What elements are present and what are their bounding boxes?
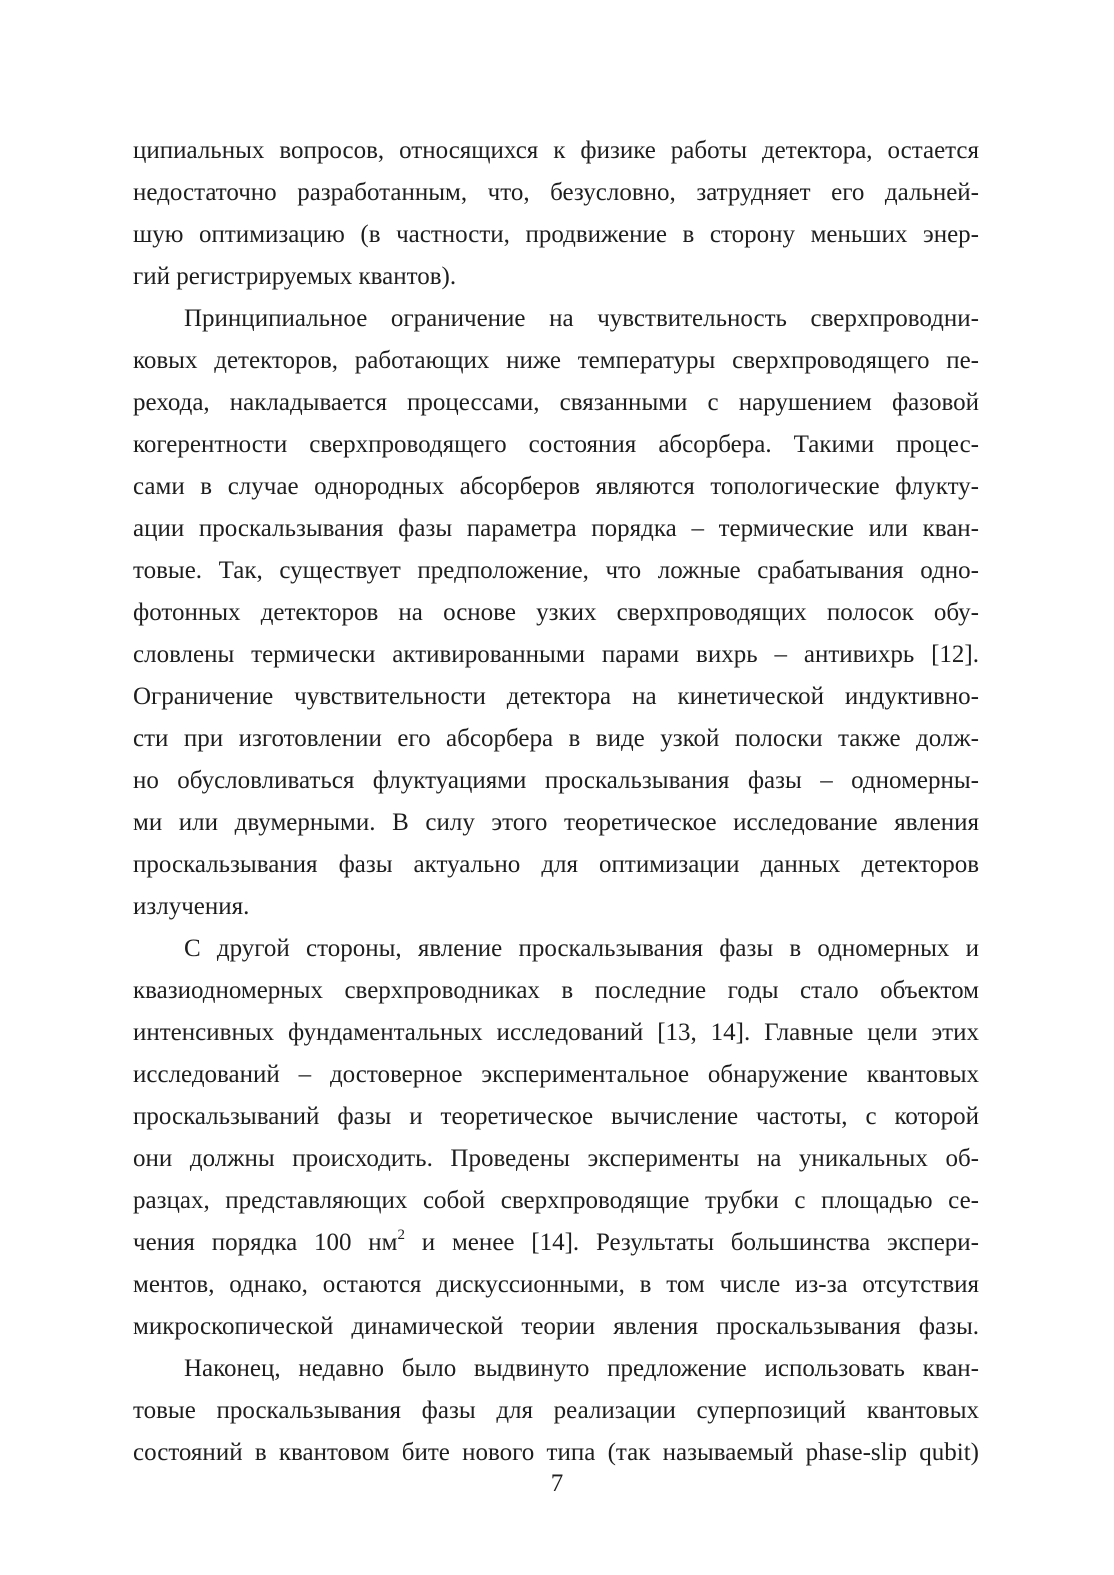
superscript: 2	[397, 1227, 405, 1243]
text-line: они должны происходить. Проведены эксперименты на уникальных об-	[133, 1145, 979, 1172]
text-line: исследований – достоверное экспериментальное обнаружение квантовых	[133, 1061, 979, 1088]
text-line: квазиодномерных сверхпроводниках в последние годы стало объектом	[133, 977, 979, 1004]
text-line: излучения.	[133, 893, 250, 920]
text-line: товые. Так, существует предположение, что ложные срабатывания одно-	[133, 557, 979, 584]
text-line: сти при изготовлении его абсорбера в виде узкой полоски также долж-	[133, 725, 979, 752]
text-line: недостаточно разработанным, что, безусловно, затрудняет его дальней-	[133, 179, 979, 206]
text-line: фотонных детекторов на основе узких сверхпроводящих полосок обу-	[133, 599, 979, 626]
text-line: Наконец, недавно было выдвинуто предложение использовать кван-	[184, 1355, 979, 1382]
text-line: ципиальных вопросов, относящихся к физике работы детектора, остается	[133, 137, 979, 164]
text-line: когерентности сверхпроводящего состояния абсорбера. Такими процес-	[133, 431, 979, 458]
page-number: 7	[550, 1470, 564, 1497]
text-line: сами в случае однородных абсорберов являются топологические флукту-	[133, 473, 979, 500]
text-line: ации проскальзывания фазы параметра порядка – термические или кван-	[133, 515, 979, 542]
text-segment: чения порядка 100 нм	[133, 1229, 398, 1256]
text-line: проскальзываний фазы и теоретическое вычисление частоты, с которой	[133, 1103, 979, 1130]
text-line: интенсивных фундаментальных исследований [13, 14]. Главные цели этих	[133, 1019, 979, 1046]
text-line: рехода, накладывается процессами, связанными с нарушением фазовой	[133, 389, 979, 416]
text-line: ми или двумерными. В силу этого теоретическое исследование явления	[133, 809, 979, 836]
text-line: товые проскальзывания фазы для реализации суперпозиций квантовых	[133, 1397, 979, 1424]
text-line: разцах, представляющих собой сверхпроводящие трубки с площадью се-	[133, 1187, 979, 1214]
text-line: гий регистрируемых квантов).	[133, 263, 457, 290]
text-line: микроскопической динамической теории явления проскальзывания фазы.	[133, 1313, 979, 1340]
text-line: состояний в квантовом бите нового типа (так называемый phase-slip qubit)	[133, 1439, 979, 1466]
text-line: шую оптимизацию (в частности, продвижение в сторону меньших энер-	[133, 221, 979, 248]
text-line: С другой стороны, явление проскальзывания фазы в одномерных и	[184, 935, 979, 962]
text-line: ментов, однако, остаются дискуссионными, в том числе из-за отсутствия	[133, 1271, 979, 1298]
text-line: Принципиальное ограничение на чувствительность сверхпроводни-	[184, 305, 979, 332]
text-line: Ограничение чувствительности детектора на кинетической индуктивно-	[133, 683, 979, 710]
text-line: ковых детекторов, работающих ниже температуры сверхпроводящего пе-	[133, 347, 979, 374]
text-line	[133, 1228, 979, 1261]
text-segment: и менее [14]. Результаты большинства экспери-	[404, 1229, 979, 1256]
text-line: но обусловливаться флуктуациями проскальзывания фазы – одномерны-	[133, 767, 979, 794]
text-line: словлены термически активированными парами вихрь – антивихрь [12].	[133, 641, 979, 668]
text-line: проскальзывания фазы актуально для оптимизации данных детекторов	[133, 851, 979, 878]
